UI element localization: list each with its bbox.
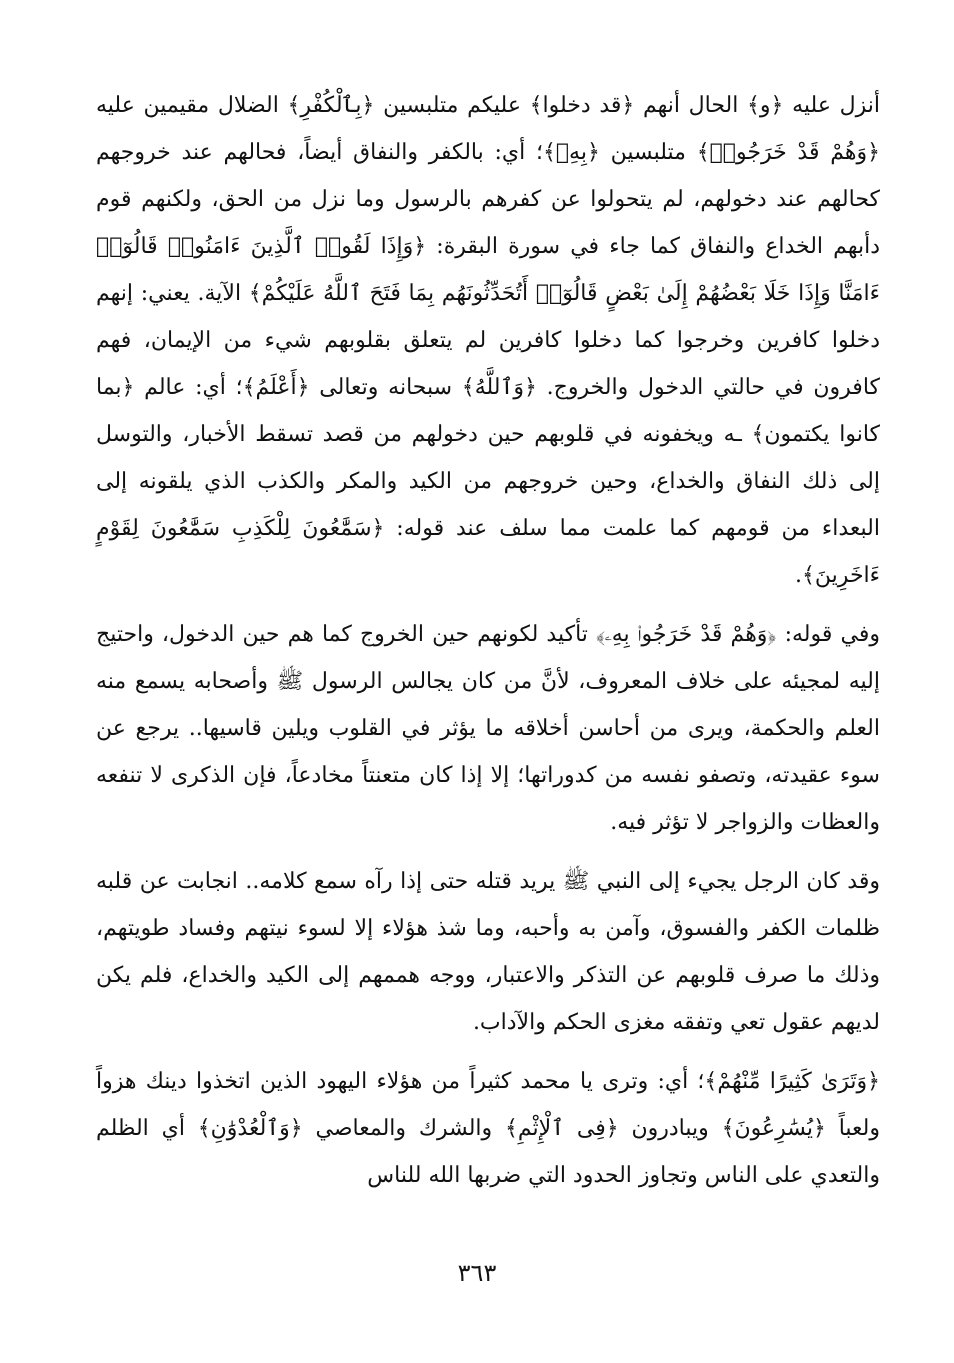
paragraph-4: ﴿وَتَرَىٰ كَثِيرًا مِّنْهُمْ﴾؛ أي: وترى يا محمد كثيراً من هؤلاء اليهود الذين اتخذوا دينك هزواً ولعباً ﴿يُسَٰرِعُونَ﴾ ويبادرون ﴿فِى ٱلْإِثْمِ﴾ والشرك والمعاصي ﴿وَٱلْعُدْوَٰنِ﴾ أي الظلم والتعدي على الناس وتجاوز الحدود التي ضربها الله للناس xyxy=(96,1069,880,1188)
paragraph-2: وفي قوله: ﴿وَهُمْ قَدْ خَرَجُوا۟ بِهِۦ﴾ تأكيد لكونهم حين الخروج كما هم حين الدخول، واحتيج إليه لمجيئه على خلاف المعروف، لأنَّ من كان يجالس الرسول ﷺ وأصحابه يسمع منه العلم والحكمة، ويرى من أحاسن أخلاقه ما يؤثر في القلوب ويلين قاسيها.. يرجع عن سوء عقيدته، وتصفو نفسه من كدوراتها؛ إلا إذا كان متعنتاً مخادعاً، فإن الذكرى لا تنفعه والعظات والزواجر لا تؤثر فيه. xyxy=(96,622,880,835)
page-body xyxy=(96,82,880,1199)
paragraph-3: وقد كان الرجل يجيء إلى النبي ﷺ يريد قتله حتى إذا رآه سمع كلامه.. انجابت عن قلبه ظلمات الكفر والفسوق، وآمن به وأحبه، وما شذ هؤلاء إلا لسوء نيتهم وفساد طويتهم، وذلك ما صرف قلوبهم عن التذكر والاعتبار، ووجه هممهم إلى الكيد والخداع، فلم يكن لديهم عقول تعي وتفقه مغزى الحكم والآداب. xyxy=(96,869,880,1035)
paragraph-1: أنزل عليه ﴿و﴾ الحال أنهم ﴿قد دخلوا﴾ عليكم متلبسين ﴿بِٱلْكُفْرِ﴾ الضلال مقيمين عليه ﴿وَهُمْ قَدْ خَرَجُوا۟﴾ متلبسين ﴿بِهِۦ﴾؛ أي: بالكفر والنفاق أيضاً، فحالهم عند خروجهم كحالهم عند دخولهم، لم يتحولوا عن كفرهم بالرسول وما نزل من الحق، ولكنهم قوم دأبهم الخداع والنفاق كما جاء في سورة البقرة: ﴿وَإِذَا لَقُوا۟ ٱلَّذِينَ ءَامَنُوا۟ قَالُوٓا۟ ءَامَنَّا وَإِذَا خَلَا بَعْضُهُمْ إِلَىٰ بَعْضٍ قَالُوٓا۟ أَتُحَدِّثُونَهُم بِمَا فَتَحَ ٱللَّهُ عَلَيْكُمْ﴾ الآية. يعني: إنهم دخلوا كافرين وخرجوا كما دخلوا كافرين لم يتعلق بقلوبهم شيء من الإيمان، فهم كافرون في حالتي الدخول والخروج. ﴿وَٱللَّهُ﴾ سبحانه وتعالى ﴿أَعْلَمُ﴾؛ أي: عالم ﴿بما كانوا يكتمون﴾ ـه ويخفونه في قلوبهم حين دخولهم من قصد تسقط الأخبار، والتوسل إلى ذلك النفاق والخداع، وحين خروجهم من الكيد والمكر والكذب الذي يلقونه إلى البعداء من قومهم كما علمت مما سلف عند قوله: ﴿سَمَّٰعُونَ لِلْكَذِبِ سَمَّٰعُونَ لِقَوْمٍ ءَاخَرِينَ﴾. xyxy=(96,93,880,588)
page-number: ٣٦٣ xyxy=(457,1259,497,1287)
